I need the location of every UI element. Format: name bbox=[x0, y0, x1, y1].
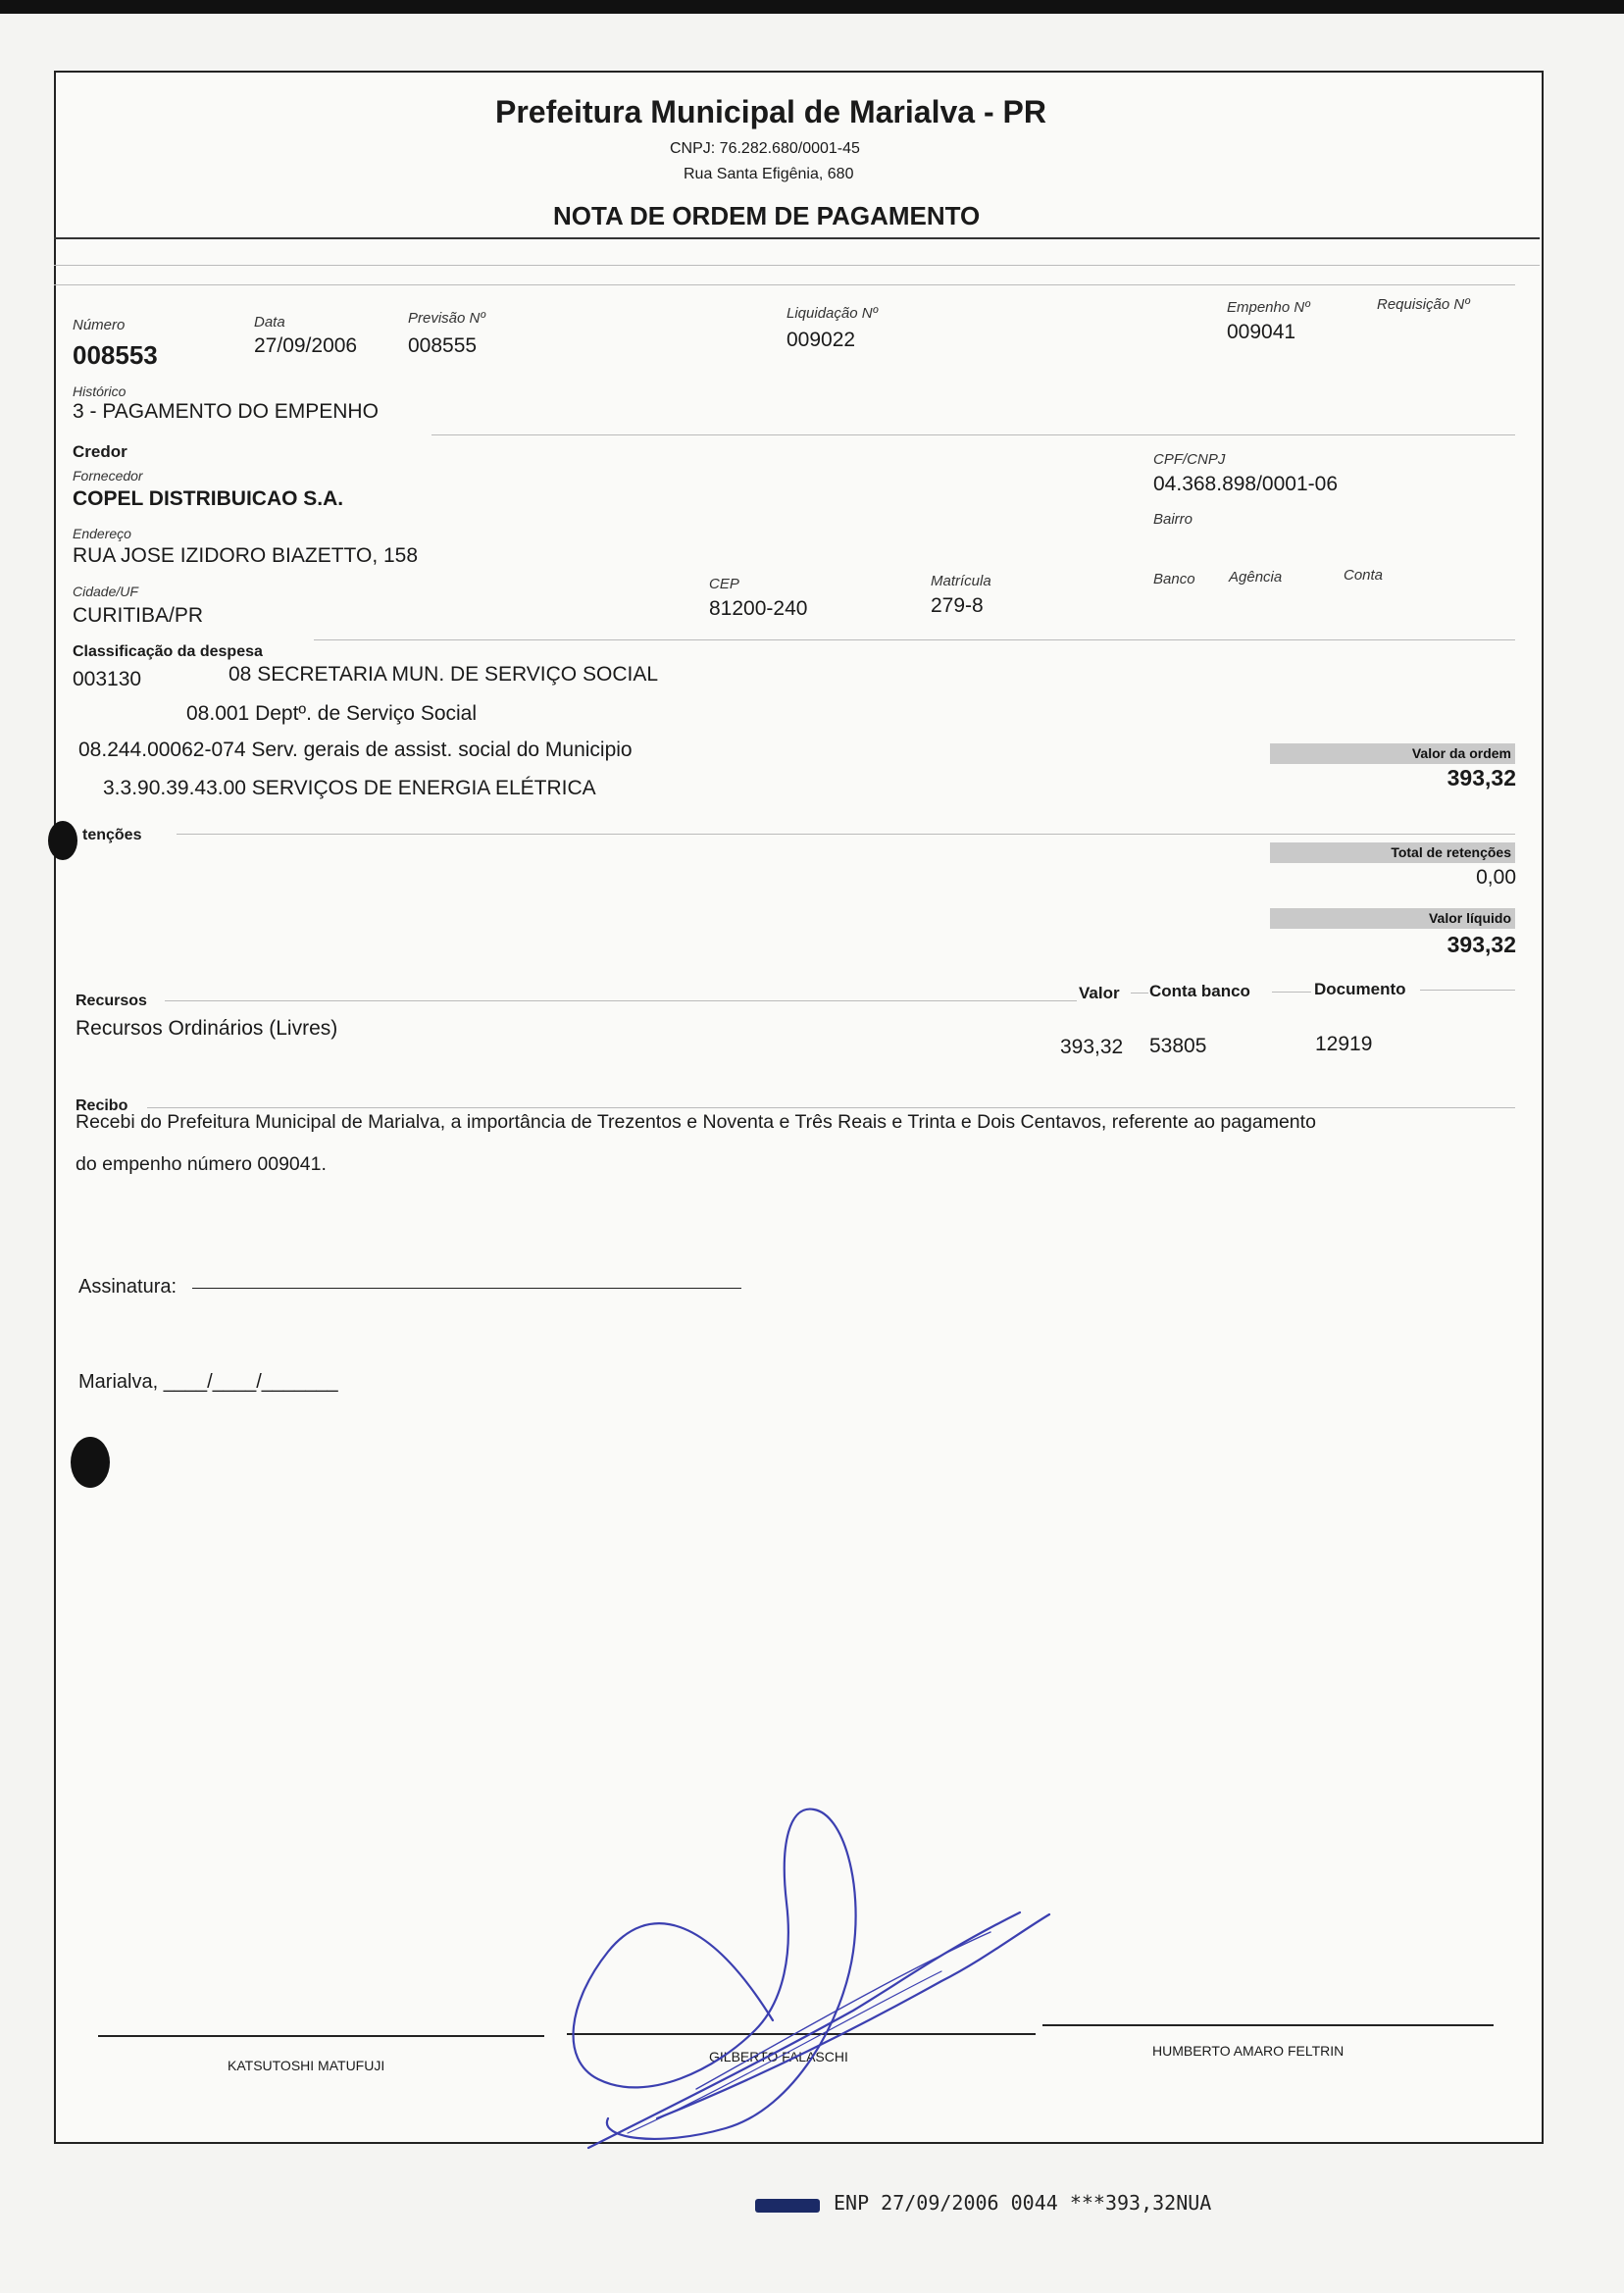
punch-hole-mark bbox=[48, 821, 77, 860]
classificacao-line3: 08.244.00062-074 Serv. gerais de assist. social do Municipio bbox=[78, 739, 633, 761]
divider bbox=[1131, 993, 1148, 994]
signatory-3-name: HUMBERTO AMARO FELTRIN bbox=[1152, 2043, 1345, 2059]
divider bbox=[177, 834, 1515, 835]
total-retencoes-label: Total de retenções bbox=[1270, 842, 1515, 863]
recibo-text-line1: Recebi do Prefeitura Municipal de Marialva, a importância de Trezentos e Noventa e Três Reais e Trinta e Dois Centavos, referente ao pagamento bbox=[76, 1111, 1316, 1133]
header-cnpj: CNPJ: 76.282.680/0001-45 bbox=[670, 140, 860, 157]
recursos-documento: 12919 bbox=[1315, 1033, 1373, 1055]
header-divider bbox=[54, 237, 1540, 239]
historico-value: 3 - PAGAMENTO DO EMPENHO bbox=[73, 400, 379, 423]
signature-line-1 bbox=[98, 2035, 544, 2037]
credor-section: Credor bbox=[73, 442, 127, 461]
cpf-value: 04.368.898/0001-06 bbox=[1153, 473, 1339, 495]
signatory-2-name: GILBERTO FALASCHI bbox=[709, 2049, 848, 2064]
recursos-valor: 393,32 bbox=[1060, 1036, 1124, 1058]
bank-logo-icon bbox=[755, 2199, 820, 2213]
valor-ordem-label: Valor da ordem bbox=[1270, 743, 1515, 764]
liquidacao-label: Liquidação Nº bbox=[787, 305, 879, 322]
recibo-section: Recibo bbox=[76, 1097, 128, 1114]
divider bbox=[314, 639, 1515, 640]
numero-label: Número bbox=[73, 317, 126, 333]
previsao-label: Previsão Nº bbox=[408, 310, 485, 327]
assinatura-line bbox=[192, 1288, 741, 1289]
cep-value: 81200-240 bbox=[709, 597, 808, 620]
cidade-label: Cidade/UF bbox=[73, 584, 138, 599]
liquidacao-value: 009022 bbox=[787, 329, 856, 351]
local-data-field: Marialva, ____/____/_______ bbox=[78, 1371, 338, 1393]
empenho-label: Empenho Nº bbox=[1227, 299, 1310, 316]
requisicao-label: Requisição Nº bbox=[1377, 296, 1470, 313]
data-value: 27/09/2006 bbox=[254, 334, 358, 357]
valor-ordem-value: 393,32 bbox=[1446, 765, 1516, 790]
data-label: Data bbox=[254, 314, 285, 331]
cpf-label: CPF/CNPJ bbox=[1153, 451, 1226, 468]
punch-hole-mark bbox=[71, 1437, 110, 1488]
numero-value: 008553 bbox=[73, 340, 158, 370]
valor-liquido-label: Valor líquido bbox=[1270, 908, 1515, 929]
banco-label: Banco bbox=[1153, 571, 1195, 587]
assinatura-label: Assinatura: bbox=[78, 1276, 178, 1298]
classificacao-code: 003130 bbox=[73, 668, 142, 690]
divider bbox=[54, 284, 1515, 285]
classificacao-section: Classificação da despesa bbox=[73, 643, 263, 660]
bairro-label: Bairro bbox=[1153, 511, 1193, 528]
divider bbox=[1272, 992, 1311, 993]
fornecedor-label: Fornecedor bbox=[73, 468, 143, 484]
header-title: Prefeitura Municipal de Marialva - PR bbox=[495, 94, 1046, 129]
divider bbox=[1420, 990, 1515, 991]
conta-label: Conta bbox=[1344, 567, 1384, 584]
divider bbox=[54, 265, 1540, 266]
handwritten-signature bbox=[530, 1795, 1079, 2167]
recursos-conta: 53805 bbox=[1149, 1035, 1207, 1057]
recursos-descricao: Recursos Ordinários (Livres) bbox=[76, 1017, 338, 1040]
recursos-valor-label: Valor bbox=[1079, 984, 1120, 1002]
fornecedor-value: COPEL DISTRIBUICAO S.A. bbox=[73, 487, 344, 510]
retencoes-section: tenções bbox=[82, 827, 142, 843]
signatory-1-name: KATSUTOSHI MATUFUJI bbox=[228, 2058, 385, 2073]
endereco-value: RUA JOSE IZIDORO BIAZETTO, 158 bbox=[73, 544, 419, 567]
classificacao-line1: 08 SECRETARIA MUN. DE SERVIÇO SOCIAL bbox=[228, 663, 659, 686]
recursos-documento-label: Documento bbox=[1314, 980, 1406, 998]
divider bbox=[147, 1107, 1515, 1108]
document-title: NOTA DE ORDEM DE PAGAMENTO bbox=[553, 201, 981, 230]
recursos-conta-label: Conta banco bbox=[1149, 982, 1250, 1000]
classificacao-line4: 3.3.90.39.43.00 SERVIÇOS DE ENERGIA ELÉTRICA bbox=[103, 777, 596, 799]
endereco-label: Endereço bbox=[73, 526, 131, 541]
classificacao-line2: 08.001 Deptº. de Serviço Social bbox=[186, 702, 478, 725]
divider bbox=[165, 1000, 1077, 1001]
scan-top-edge bbox=[0, 0, 1624, 14]
signature-line-3 bbox=[1042, 2024, 1494, 2026]
matricula-label: Matrícula bbox=[931, 573, 991, 589]
recibo-text-line2: do empenho número 009041. bbox=[76, 1153, 327, 1175]
authentication-stamp: ENP 27/09/2006 0044 ***393,32NUA bbox=[834, 2191, 1212, 2215]
divider bbox=[431, 434, 1515, 435]
previsao-value: 008555 bbox=[408, 334, 478, 357]
header-address: Rua Santa Efigênia, 680 bbox=[684, 166, 854, 182]
total-retencoes-value: 0,00 bbox=[1476, 866, 1516, 889]
valor-liquido-value: 393,32 bbox=[1446, 932, 1516, 957]
historico-label: Histórico bbox=[73, 383, 127, 399]
recursos-section: Recursos bbox=[76, 993, 147, 1009]
cidade-value: CURITIBA/PR bbox=[73, 604, 204, 627]
empenho-value: 009041 bbox=[1227, 321, 1296, 343]
cep-label: CEP bbox=[709, 576, 739, 592]
matricula-value: 279-8 bbox=[931, 594, 984, 617]
agencia-label: Agência bbox=[1229, 569, 1283, 586]
